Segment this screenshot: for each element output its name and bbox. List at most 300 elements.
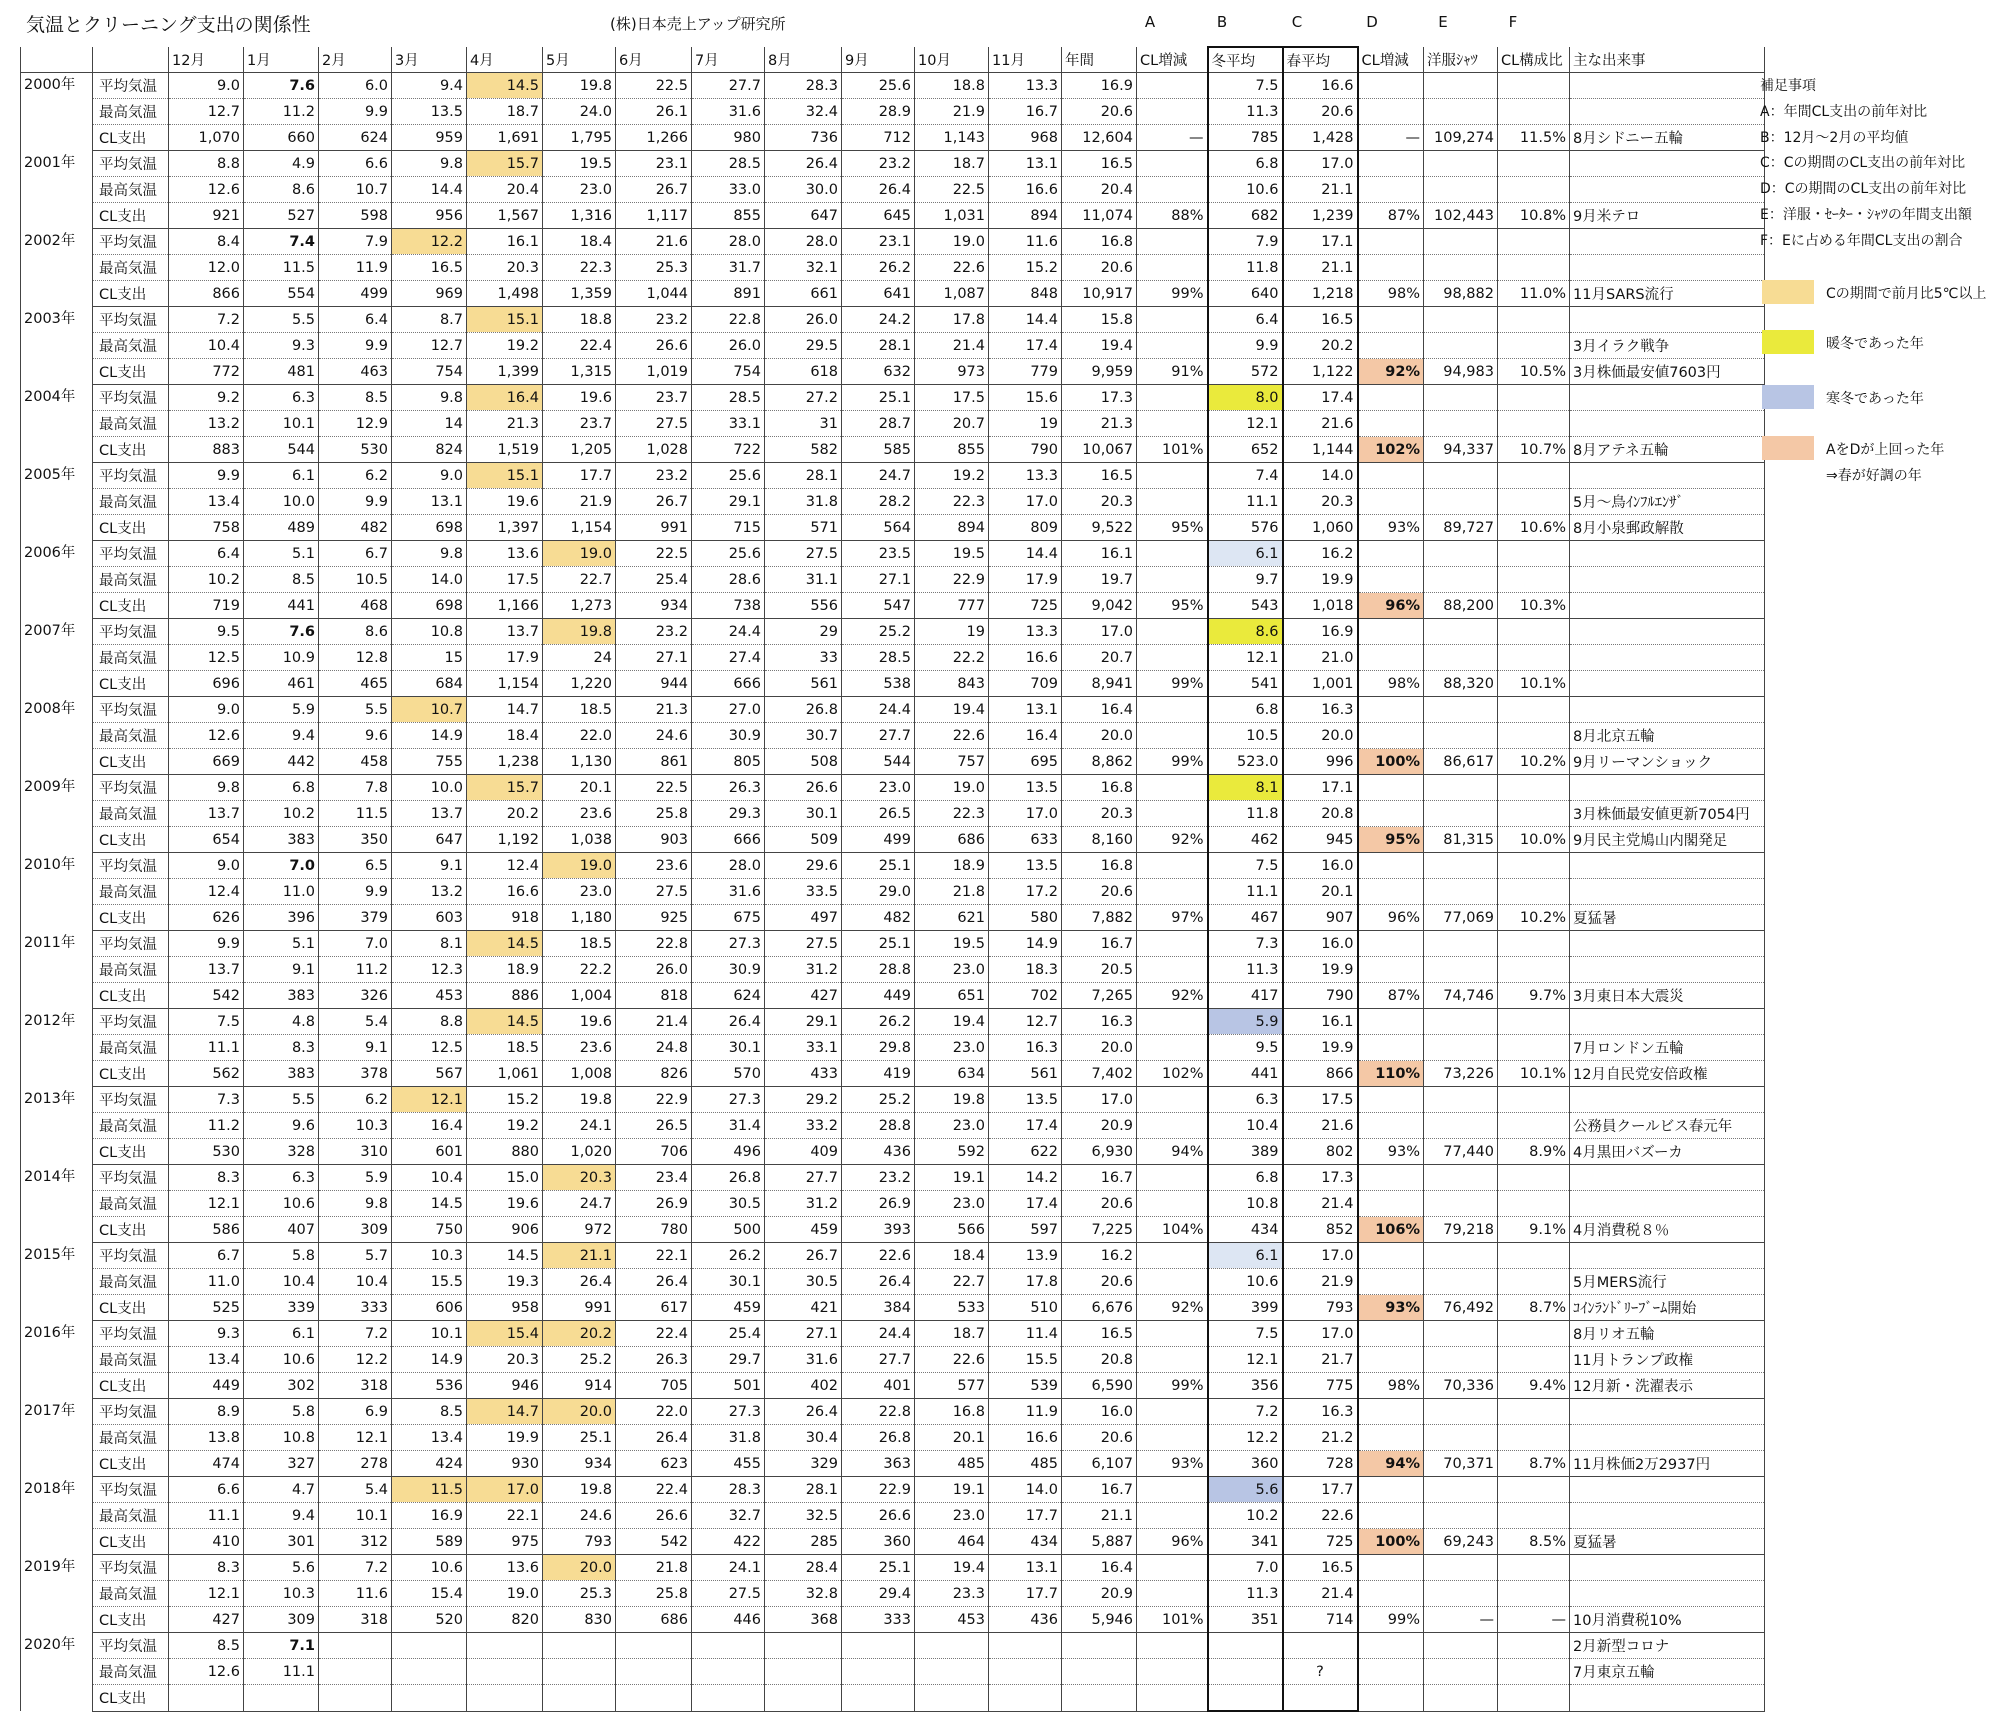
- data-cell: 28.7: [842, 411, 915, 437]
- data-cell: 12.2: [319, 1347, 392, 1373]
- row-label: CL支出: [93, 203, 169, 229]
- data-cell: 10.4: [244, 1269, 319, 1295]
- data-cell: 980: [692, 125, 765, 151]
- data-cell: 27.2: [765, 385, 842, 411]
- data-cell: [1137, 1165, 1208, 1191]
- data-cell: 18.7: [915, 151, 989, 177]
- data-cell: 24.7: [543, 1191, 616, 1217]
- data-cell: 104%: [1137, 1217, 1208, 1243]
- data-cell: 22.1: [467, 1503, 543, 1529]
- data-cell: 77,069: [1424, 905, 1498, 931]
- table-row: [21, 1347, 1765, 1373]
- data-cell: [1424, 1659, 1498, 1685]
- data-cell: 16.7: [1062, 931, 1137, 957]
- data-cell: 654: [169, 827, 244, 853]
- data-cell: 26.1: [616, 99, 692, 125]
- data-cell: [1424, 1165, 1498, 1191]
- data-cell: 996: [1283, 749, 1358, 775]
- data-cell: [1424, 1555, 1498, 1581]
- data-cell: 675: [692, 905, 765, 931]
- data-cell: 8.8: [392, 1009, 467, 1035]
- table-row: [21, 1087, 1765, 1113]
- data-cell: 16.1: [1062, 541, 1137, 567]
- data-cell: 16.6: [989, 177, 1062, 203]
- data-cell: 20.6: [1062, 99, 1137, 125]
- data-cell: 16.2: [1062, 1243, 1137, 1269]
- table-row: [21, 1633, 1765, 1659]
- year-cell: 2012年: [21, 1009, 93, 1087]
- data-cell: 554: [244, 281, 319, 307]
- data-cell: 830: [543, 1607, 616, 1633]
- data-cell: 19: [915, 619, 989, 645]
- data-cell: 17.4: [1283, 385, 1358, 411]
- data-cell: 7.5: [1208, 853, 1283, 879]
- data-cell: 22.3: [915, 801, 989, 827]
- data-cell: 16.9: [392, 1503, 467, 1529]
- data-cell: 29.8: [842, 1035, 915, 1061]
- data-cell: [1358, 1503, 1424, 1529]
- event-cell: 11月SARS流行: [1570, 281, 1765, 307]
- data-cell: 622: [989, 1139, 1062, 1165]
- data-cell: 6.4: [1208, 307, 1283, 333]
- data-table: [20, 46, 1765, 1712]
- data-cell: 6.8: [1208, 697, 1283, 723]
- data-cell: [1137, 1087, 1208, 1113]
- data-cell: [1358, 775, 1424, 801]
- data-cell: 5.5: [244, 307, 319, 333]
- data-cell: 19.0: [915, 229, 989, 255]
- data-cell: [842, 1659, 915, 1685]
- data-cell: 930: [467, 1451, 543, 1477]
- data-cell: 24.1: [543, 1113, 616, 1139]
- data-cell: [1424, 229, 1498, 255]
- data-cell: 24.7: [842, 463, 915, 489]
- data-cell: 13.7: [169, 957, 244, 983]
- data-cell: 13.5: [989, 775, 1062, 801]
- table-row: [21, 333, 1765, 359]
- event-cell: 4月黒田バズーカ: [1570, 1139, 1765, 1165]
- data-cell: 4.9: [244, 151, 319, 177]
- table-row: [21, 281, 1765, 307]
- data-cell: 22.6: [915, 1347, 989, 1373]
- data-cell: 21.3: [1062, 411, 1137, 437]
- data-cell: 25.2: [842, 619, 915, 645]
- notes-heading: 補足事項: [1760, 78, 1816, 94]
- column-letter: F: [1508, 13, 1518, 31]
- data-cell: 23.0: [915, 957, 989, 983]
- data-cell: 15.2: [467, 1087, 543, 1113]
- data-cell: 22.4: [616, 1477, 692, 1503]
- data-cell: 547: [842, 593, 915, 619]
- data-cell: 12.1: [392, 1087, 467, 1113]
- data-cell: [1498, 255, 1570, 281]
- data-cell: 19.7: [1062, 567, 1137, 593]
- data-cell: 409: [765, 1139, 842, 1165]
- data-cell: [1498, 1503, 1570, 1529]
- data-cell: 19.5: [543, 151, 616, 177]
- data-cell: 16.1: [1283, 1009, 1358, 1035]
- data-cell: 25.4: [692, 1321, 765, 1347]
- data-cell: 969: [392, 281, 467, 307]
- data-cell: 1,061: [467, 1061, 543, 1087]
- data-cell: [1424, 723, 1498, 749]
- data-cell: 624: [319, 125, 392, 151]
- data-cell: 31.2: [765, 957, 842, 983]
- data-cell: 7.4: [1208, 463, 1283, 489]
- data-cell: [1498, 385, 1570, 411]
- data-cell: [392, 1659, 467, 1685]
- data-cell: 368: [765, 1607, 842, 1633]
- data-cell: 946: [467, 1373, 543, 1399]
- data-cell: 6.4: [319, 307, 392, 333]
- data-cell: 441: [244, 593, 319, 619]
- row-label: 最高気温: [93, 1581, 169, 1607]
- data-cell: 99%: [1137, 1373, 1208, 1399]
- legend-swatch: [1762, 436, 1814, 460]
- data-cell: 5.4: [319, 1477, 392, 1503]
- data-cell: 33: [765, 645, 842, 671]
- table-row: [21, 723, 1765, 749]
- table-row: [21, 853, 1765, 879]
- data-cell: 843: [915, 671, 989, 697]
- data-cell: 96%: [1358, 593, 1424, 619]
- data-cell: 13.4: [169, 1347, 244, 1373]
- data-cell: 780: [616, 1217, 692, 1243]
- data-cell: 22.6: [1283, 1503, 1358, 1529]
- data-cell: 94%: [1137, 1139, 1208, 1165]
- data-cell: [1424, 1243, 1498, 1269]
- data-cell: 17.4: [989, 1113, 1062, 1139]
- data-cell: 19.9: [1283, 957, 1358, 983]
- data-cell: 15.2: [989, 255, 1062, 281]
- data-cell: 925: [616, 905, 692, 931]
- data-cell: 10.1: [392, 1321, 467, 1347]
- data-cell: 91%: [1137, 359, 1208, 385]
- data-cell: 16.5: [1283, 307, 1358, 333]
- data-cell: 29.6: [765, 853, 842, 879]
- row-label: 平均気温: [93, 931, 169, 957]
- data-cell: 28.0: [692, 229, 765, 255]
- event-cell: 2月新型コロナ: [1570, 1633, 1765, 1659]
- event-cell: [1570, 1685, 1765, 1712]
- data-cell: 17.0: [1283, 151, 1358, 177]
- data-cell: 23.2: [842, 1165, 915, 1191]
- data-cell: —: [1498, 1607, 1570, 1633]
- row-label: 最高気温: [93, 1191, 169, 1217]
- data-cell: 21.6: [1283, 411, 1358, 437]
- data-cell: 12.2: [392, 229, 467, 255]
- data-cell: 482: [842, 905, 915, 931]
- data-cell: 11.9: [989, 1399, 1062, 1425]
- data-cell: 13.8: [169, 1425, 244, 1451]
- data-cell: [1062, 1685, 1137, 1712]
- data-cell: 18.8: [915, 73, 989, 99]
- table-row: [21, 697, 1765, 723]
- data-cell: 22.5: [616, 541, 692, 567]
- data-cell: 19.3: [467, 1269, 543, 1295]
- data-cell: 21.9: [915, 99, 989, 125]
- data-cell: [1498, 775, 1570, 801]
- data-cell: 73,226: [1424, 1061, 1498, 1087]
- data-cell: 401: [842, 1373, 915, 1399]
- data-cell: 19.6: [467, 489, 543, 515]
- data-cell: 818: [616, 983, 692, 1009]
- data-cell: 93%: [1358, 1139, 1424, 1165]
- data-cell: [1137, 99, 1208, 125]
- data-cell: 571: [765, 515, 842, 541]
- event-cell: 3月株価最安値更新7054円: [1570, 801, 1765, 827]
- data-cell: 14.0: [1283, 463, 1358, 489]
- event-cell: 8月リオ五輪: [1570, 1321, 1765, 1347]
- data-cell: 12.1: [1208, 1347, 1283, 1373]
- data-cell: 7,225: [1062, 1217, 1137, 1243]
- data-cell: 97%: [1137, 905, 1208, 931]
- data-cell: 18.4: [467, 723, 543, 749]
- data-cell: [1137, 1633, 1208, 1659]
- data-cell: [1424, 1321, 1498, 1347]
- data-cell: 1,087: [915, 281, 989, 307]
- data-cell: 10.2: [244, 801, 319, 827]
- data-cell: [1137, 853, 1208, 879]
- data-cell: 13.2: [169, 411, 244, 437]
- event-cell: 8月北京五輪: [1570, 723, 1765, 749]
- data-cell: 750: [392, 1217, 467, 1243]
- data-cell: 10.4: [392, 1165, 467, 1191]
- row-label: CL支出: [93, 359, 169, 385]
- data-cell: 28.4: [765, 1555, 842, 1581]
- data-cell: [1137, 645, 1208, 671]
- data-cell: 793: [543, 1529, 616, 1555]
- data-cell: 26.0: [765, 307, 842, 333]
- data-cell: 1,316: [543, 203, 616, 229]
- data-cell: 28.6: [692, 567, 765, 593]
- data-cell: [1358, 1347, 1424, 1373]
- data-cell: 10.6: [1208, 177, 1283, 203]
- data-cell: 1,008: [543, 1061, 616, 1087]
- note-line-f: F：Eに占める年間CL支出の割合: [1760, 232, 1963, 249]
- data-cell: 402: [765, 1373, 842, 1399]
- data-cell: 16.8: [1062, 229, 1137, 255]
- data-cell: 96%: [1137, 1529, 1208, 1555]
- data-cell: 10.1: [244, 411, 319, 437]
- data-cell: [1137, 619, 1208, 645]
- data-cell: 7.2: [319, 1555, 392, 1581]
- data-cell: 13.6: [467, 1555, 543, 1581]
- data-cell: 686: [616, 1607, 692, 1633]
- data-cell: 719: [169, 593, 244, 619]
- data-cell: 725: [1283, 1529, 1358, 1555]
- data-cell: 23.0: [842, 775, 915, 801]
- data-cell: 9.4: [244, 723, 319, 749]
- data-cell: [1137, 957, 1208, 983]
- data-cell: 7.6: [244, 619, 319, 645]
- data-cell: 10.6%: [1498, 515, 1570, 541]
- data-cell: 27.1: [765, 1321, 842, 1347]
- data-cell: 31.2: [765, 1191, 842, 1217]
- data-cell: 11.0: [244, 879, 319, 905]
- data-cell: ?: [1283, 1659, 1358, 1685]
- data-cell: 956: [392, 203, 467, 229]
- data-cell: 1,130: [543, 749, 616, 775]
- data-cell: 19.1: [915, 1477, 989, 1503]
- data-cell: 100%: [1358, 1529, 1424, 1555]
- data-cell: 14.5: [467, 931, 543, 957]
- data-cell: [1208, 1685, 1283, 1712]
- data-cell: [1137, 697, 1208, 723]
- data-cell: 25.1: [543, 1425, 616, 1451]
- data-cell: 28.3: [692, 1477, 765, 1503]
- data-cell: [1358, 931, 1424, 957]
- data-cell: 666: [692, 671, 765, 697]
- data-cell: 645: [842, 203, 915, 229]
- data-cell: —: [1137, 125, 1208, 151]
- data-cell: 597: [989, 1217, 1062, 1243]
- data-cell: 24.8: [616, 1035, 692, 1061]
- data-cell: [543, 1685, 616, 1712]
- data-cell: 12.3: [392, 957, 467, 983]
- event-cell: [1570, 1581, 1765, 1607]
- data-cell: 736: [765, 125, 842, 151]
- data-cell: 11.4: [989, 1321, 1062, 1347]
- data-cell: 328: [244, 1139, 319, 1165]
- data-cell: 618: [765, 359, 842, 385]
- event-cell: 3月イラク戦争: [1570, 333, 1765, 359]
- row-label: 平均気温: [93, 1555, 169, 1581]
- data-cell: 8.5%: [1498, 1529, 1570, 1555]
- data-cell: 21.4: [915, 333, 989, 359]
- data-cell: 102%: [1137, 1061, 1208, 1087]
- data-cell: 442: [244, 749, 319, 775]
- data-cell: [1424, 177, 1498, 203]
- data-cell: 510: [989, 1295, 1062, 1321]
- data-cell: 10.6: [244, 1347, 319, 1373]
- year-cell: 2006年: [21, 541, 93, 619]
- data-cell: 21.1: [1062, 1503, 1137, 1529]
- data-cell: 9,959: [1062, 359, 1137, 385]
- data-cell: 421: [765, 1295, 842, 1321]
- data-cell: 28.1: [765, 463, 842, 489]
- data-cell: 543: [1208, 593, 1283, 619]
- data-cell: 8.5: [392, 1399, 467, 1425]
- year-cell: 2001年: [21, 151, 93, 229]
- data-cell: 11.6: [989, 229, 1062, 255]
- data-cell: 567: [392, 1061, 467, 1087]
- data-cell: 25.1: [842, 853, 915, 879]
- data-cell: 21.2: [1283, 1425, 1358, 1451]
- data-cell: 20.2: [543, 1321, 616, 1347]
- data-cell: 5,887: [1062, 1529, 1137, 1555]
- year-cell: 2017年: [21, 1399, 93, 1477]
- data-cell: [765, 1633, 842, 1659]
- year-cell: 2015年: [21, 1243, 93, 1321]
- data-cell: 18.5: [467, 1035, 543, 1061]
- data-cell: 26.6: [842, 1503, 915, 1529]
- data-cell: 13.7: [467, 619, 543, 645]
- data-cell: [1498, 411, 1570, 437]
- data-cell: 25.8: [616, 1581, 692, 1607]
- data-cell: 544: [244, 437, 319, 463]
- row-label: 最高気温: [93, 1113, 169, 1139]
- data-cell: 585: [842, 437, 915, 463]
- data-cell: 525: [169, 1295, 244, 1321]
- data-cell: 12.5: [392, 1035, 467, 1061]
- data-cell: 8,941: [1062, 671, 1137, 697]
- data-cell: 95%: [1137, 593, 1208, 619]
- data-cell: 17.7: [1283, 1477, 1358, 1503]
- data-cell: 8.7%: [1498, 1295, 1570, 1321]
- data-cell: 10.4: [169, 333, 244, 359]
- data-cell: 5.4: [319, 1009, 392, 1035]
- row-label: 平均気温: [93, 1477, 169, 1503]
- data-cell: 6,590: [1062, 1373, 1137, 1399]
- data-cell: 22.4: [616, 1321, 692, 1347]
- table-row: [21, 905, 1765, 931]
- data-cell: 11.5: [244, 255, 319, 281]
- data-cell: 509: [765, 827, 842, 853]
- data-cell: 13.1: [989, 1555, 1062, 1581]
- data-cell: 10.4: [319, 1269, 392, 1295]
- data-cell: 1,180: [543, 905, 616, 931]
- row-label: CL支出: [93, 1685, 169, 1712]
- data-cell: [1498, 1581, 1570, 1607]
- data-cell: 21.3: [616, 697, 692, 723]
- table-row: [21, 203, 1765, 229]
- data-cell: [1137, 73, 1208, 99]
- data-cell: 9.8: [169, 775, 244, 801]
- data-cell: 6.1: [244, 463, 319, 489]
- data-cell: 9.5: [169, 619, 244, 645]
- data-cell: 9.1: [319, 1035, 392, 1061]
- data-cell: 1,567: [467, 203, 543, 229]
- data-cell: 15.5: [392, 1269, 467, 1295]
- table-row: [21, 957, 1765, 983]
- data-cell: [1358, 879, 1424, 905]
- data-cell: 1,795: [543, 125, 616, 151]
- data-cell: 318: [319, 1607, 392, 1633]
- data-cell: 6.0: [319, 73, 392, 99]
- data-cell: [1358, 255, 1424, 281]
- data-cell: 13.5: [392, 99, 467, 125]
- data-cell: 8.7: [392, 307, 467, 333]
- column-header: 7月: [692, 47, 765, 73]
- column-header: 春平均: [1283, 47, 1358, 73]
- table-row: [21, 1659, 1765, 1685]
- data-cell: 570: [692, 1061, 765, 1087]
- data-cell: 698: [392, 515, 467, 541]
- data-cell: 12.7: [169, 99, 244, 125]
- row-label: 最高気温: [93, 957, 169, 983]
- data-cell: 16.4: [392, 1113, 467, 1139]
- data-cell: 6.3: [1208, 1087, 1283, 1113]
- data-cell: 18.7: [467, 99, 543, 125]
- data-cell: 22.0: [616, 1399, 692, 1425]
- data-cell: 9.9: [1208, 333, 1283, 359]
- row-label: 最高気温: [93, 645, 169, 671]
- data-cell: [1424, 333, 1498, 359]
- data-cell: 467: [1208, 905, 1283, 931]
- data-cell: [1424, 1347, 1498, 1373]
- data-cell: 79,218: [1424, 1217, 1498, 1243]
- data-cell: 10.2: [169, 567, 244, 593]
- data-cell: [1424, 489, 1498, 515]
- data-cell: —: [1424, 1607, 1498, 1633]
- data-cell: 855: [915, 437, 989, 463]
- data-cell: 16.3: [989, 1035, 1062, 1061]
- data-cell: 28.8: [842, 1113, 915, 1139]
- data-cell: 6,930: [1062, 1139, 1137, 1165]
- data-cell: 19.4: [915, 697, 989, 723]
- data-cell: 461: [244, 671, 319, 697]
